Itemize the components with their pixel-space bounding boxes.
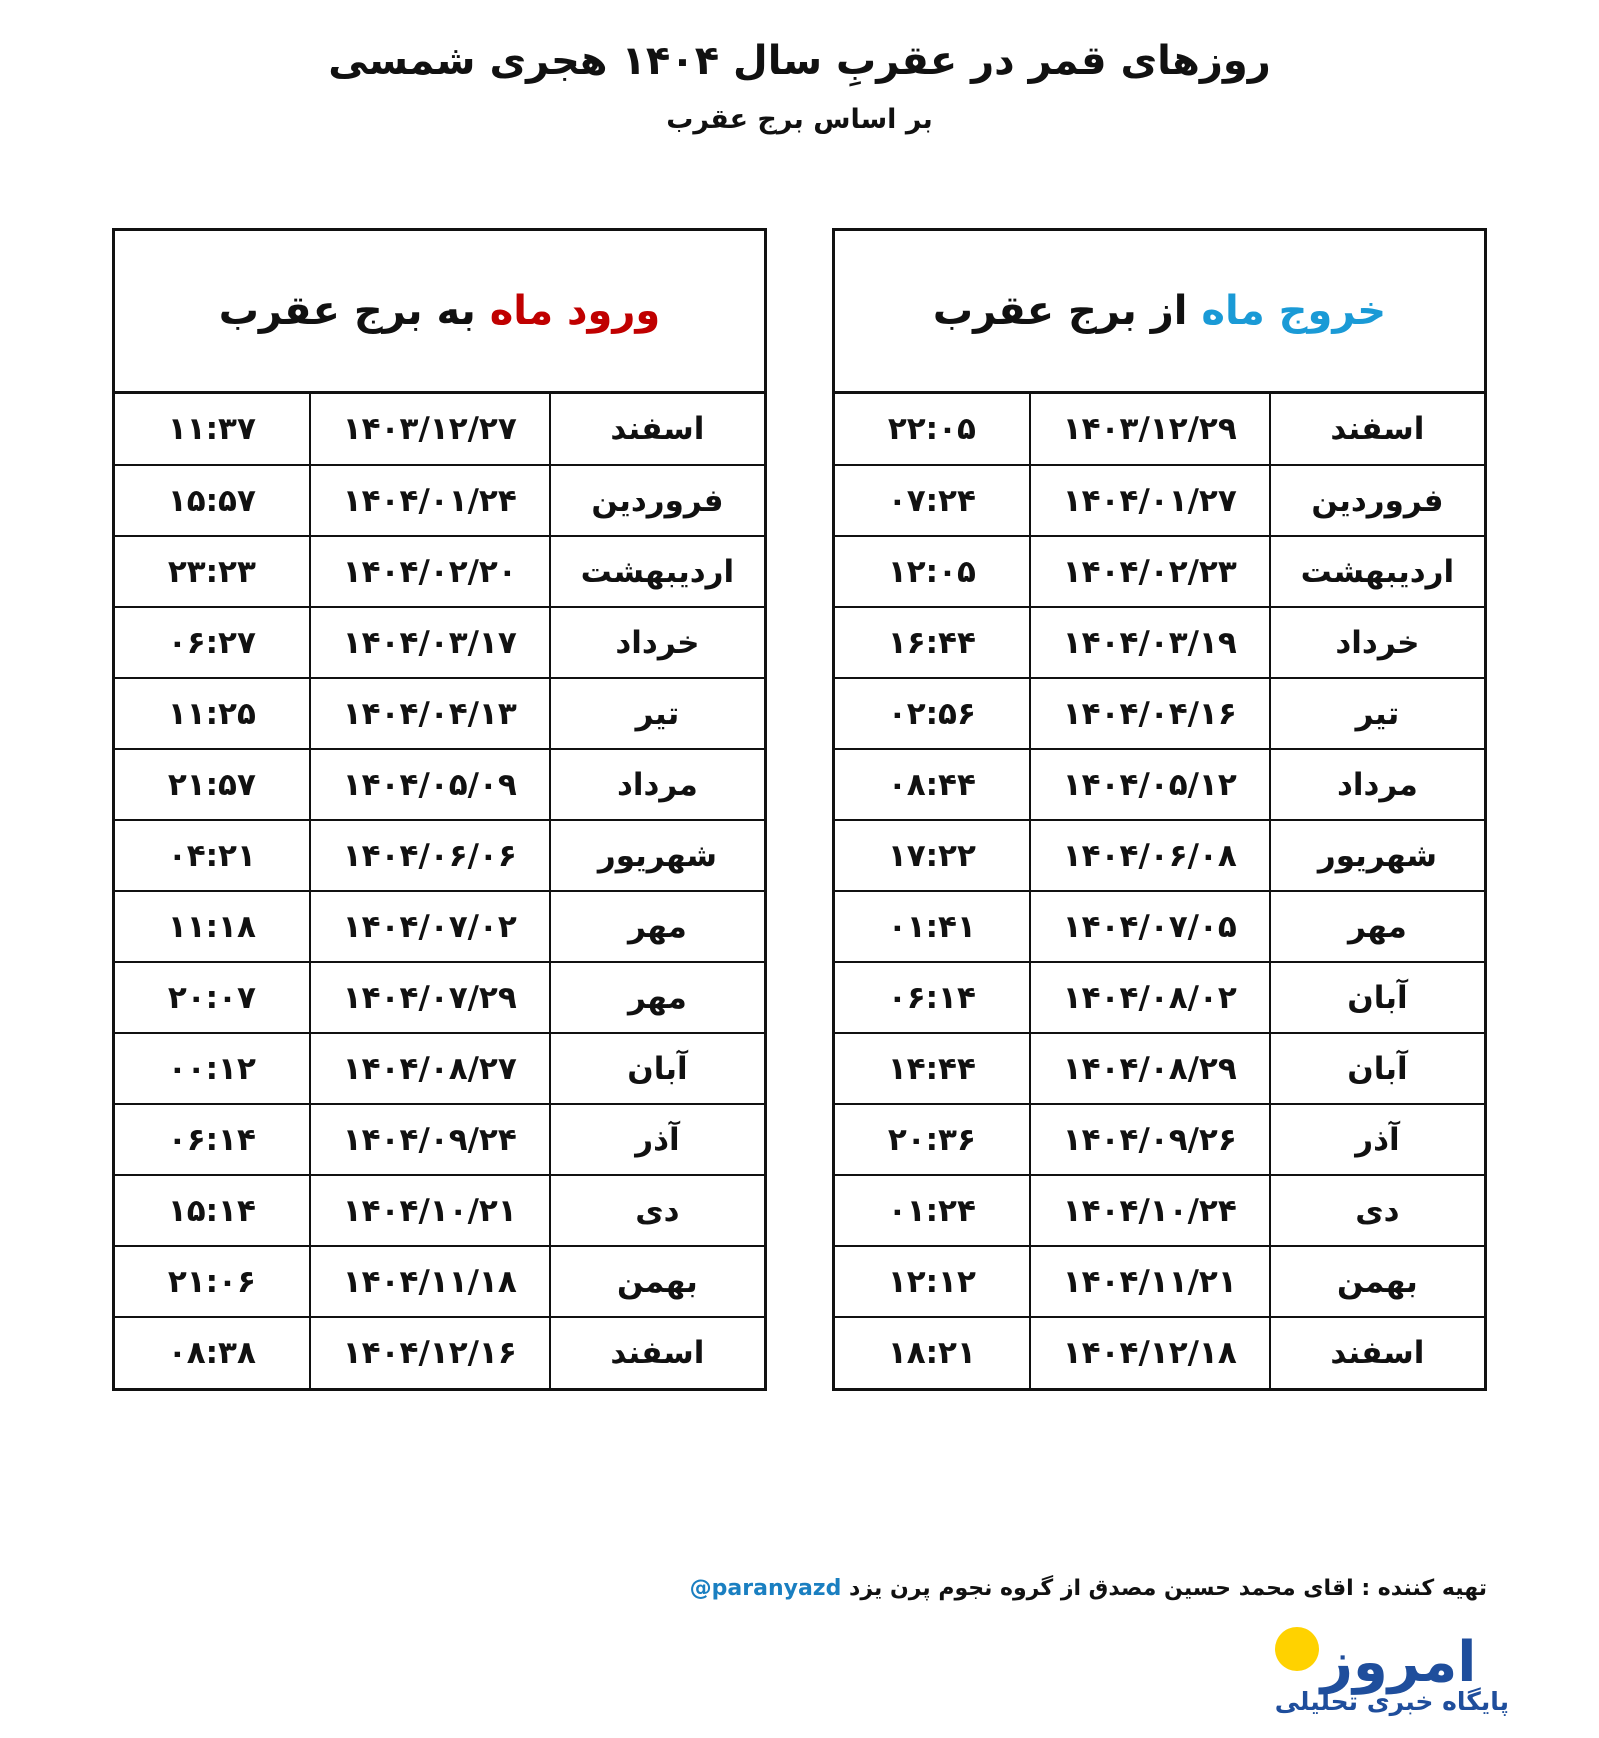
entry-date-cell: ۱۴۰۴/۰۴/۱۳ <box>310 678 550 749</box>
table-row <box>115 465 764 536</box>
entry-date-cell: ۱۴۰۴/۰۵/۰۹ <box>310 749 550 820</box>
entry-title-rest: به برج عقرب <box>218 288 490 334</box>
exit-month-cell: آبان <box>1270 1033 1484 1104</box>
entry-time-cell: ۱۱:۱۸ <box>115 891 310 962</box>
table-row <box>835 1246 1484 1317</box>
entry-time-cell: ۱۱:۲۵ <box>115 678 310 749</box>
table-row <box>115 962 764 1033</box>
table-row <box>115 1175 764 1246</box>
table-row <box>115 820 764 891</box>
entry-month-cell: اردیبهشت <box>550 536 764 607</box>
entry-date-cell: ۱۴۰۴/۰۷/۲۹ <box>310 962 550 1033</box>
exit-title-accent: خروج ماه <box>1201 288 1387 334</box>
entry-time-cell: ۲۰:۰۷ <box>115 962 310 1033</box>
entry-date-cell: ۱۴۰۴/۱۱/۱۸ <box>310 1246 550 1317</box>
entry-time-cell: ۱۵:۵۷ <box>115 465 310 536</box>
table-row <box>115 1246 764 1317</box>
credit-text <box>680 1576 1487 1601</box>
table-row <box>835 536 1484 607</box>
exit-date-cell: ۱۴۰۴/۰۱/۲۷ <box>1030 465 1270 536</box>
exit-time-cell: ۱۲:۱۲ <box>835 1246 1030 1317</box>
page-footer <box>0 1570 1599 1720</box>
entry-month-cell: اسفند <box>550 394 764 465</box>
entry-date-cell: ۱۴۰۳/۱۲/۲۷ <box>310 394 550 465</box>
table-row <box>115 607 764 678</box>
table-row <box>835 465 1484 536</box>
exit-date-cell: ۱۴۰۴/۰۴/۱۶ <box>1030 678 1270 749</box>
entry-date-cell: ۱۴۰۴/۰۸/۲۷ <box>310 1033 550 1104</box>
exit-month-cell: آذر <box>1270 1104 1484 1175</box>
entry-date-cell: ۱۴۰۴/۱۰/۲۱ <box>310 1175 550 1246</box>
table-row <box>115 1317 764 1388</box>
entry-time-cell: ۰۶:۲۷ <box>115 607 310 678</box>
entry-month-cell: بهمن <box>550 1246 764 1317</box>
exit-date-cell: ۱۴۰۴/۱۱/۲۱ <box>1030 1246 1270 1317</box>
entry-table-block <box>112 228 767 1391</box>
logo-wordmark: امروز <box>1320 1630 1477 1695</box>
exit-date-cell: ۱۴۰۴/۱۰/۲۴ <box>1030 1175 1270 1246</box>
table-row <box>115 536 764 607</box>
table-row <box>835 891 1484 962</box>
table-row <box>115 678 764 749</box>
exit-date-cell: ۱۴۰۴/۰۸/۰۲ <box>1030 962 1270 1033</box>
exit-date-cell: ۱۴۰۳/۱۲/۲۹ <box>1030 394 1270 465</box>
entry-date-cell: ۱۴۰۴/۰۲/۲۰ <box>310 536 550 607</box>
table-row <box>835 962 1484 1033</box>
exit-month-cell: خرداد <box>1270 607 1484 678</box>
table-row <box>835 394 1484 465</box>
social-handle[interactable]: @paranyazd <box>689 1576 842 1601</box>
entry-time-cell: ۲۱:۰۶ <box>115 1246 310 1317</box>
exit-time-cell: ۰۷:۲۴ <box>835 465 1030 536</box>
table-row <box>835 1104 1484 1175</box>
exit-date-cell: ۱۴۰۴/۰۳/۱۹ <box>1030 607 1270 678</box>
exit-table-block <box>832 228 1487 1391</box>
page-subtitle: بر اساس برج عقرب <box>666 104 933 135</box>
sun-icon <box>1275 1627 1319 1671</box>
exit-time-cell: ۰۲:۵۶ <box>835 678 1030 749</box>
exit-time-cell: ۲۲:۰۵ <box>835 394 1030 465</box>
entry-month-cell: آذر <box>550 1104 764 1175</box>
entry-date-cell: ۱۴۰۴/۱۲/۱۶ <box>310 1317 550 1388</box>
exit-month-cell: بهمن <box>1270 1246 1484 1317</box>
page-header <box>0 0 1599 135</box>
entry-time-cell: ۲۳:۲۳ <box>115 536 310 607</box>
exit-table <box>835 394 1484 1388</box>
exit-date-cell: ۱۴۰۴/۰۷/۰۵ <box>1030 891 1270 962</box>
exit-month-cell: اسفند <box>1270 1317 1484 1388</box>
table-row <box>115 394 764 465</box>
exit-month-cell: فروردین <box>1270 465 1484 536</box>
table-row <box>115 1104 764 1175</box>
exit-time-cell: ۱۴:۴۴ <box>835 1033 1030 1104</box>
entry-time-cell: ۰۶:۱۴ <box>115 1104 310 1175</box>
exit-time-cell: ۱۲:۰۵ <box>835 536 1030 607</box>
entry-date-cell: ۱۴۰۴/۰۱/۲۴ <box>310 465 550 536</box>
logo-tagline: پایگاه خبری تحلیلی <box>1274 1687 1509 1716</box>
entry-month-cell: مهر <box>550 962 764 1033</box>
entry-table-title <box>219 287 661 335</box>
entry-month-cell: تیر <box>550 678 764 749</box>
entry-title-accent: ورود ماه <box>489 288 661 334</box>
entry-table-header <box>115 231 764 394</box>
exit-month-cell: تیر <box>1270 678 1484 749</box>
entry-month-cell: دی <box>550 1175 764 1246</box>
entry-time-cell: ۲۱:۵۷ <box>115 749 310 820</box>
entry-date-cell: ۱۴۰۴/۰۳/۱۷ <box>310 607 550 678</box>
entry-date-cell: ۱۴۰۴/۰۹/۲۴ <box>310 1104 550 1175</box>
logo-row <box>1275 1630 1477 1695</box>
table-row <box>115 749 764 820</box>
site-logo[interactable] <box>1274 1630 1509 1716</box>
entry-month-cell: اسفند <box>550 1317 764 1388</box>
table-row <box>835 1033 1484 1104</box>
table-row <box>835 1175 1484 1246</box>
exit-month-cell: مرداد <box>1270 749 1484 820</box>
table-row <box>835 749 1484 820</box>
exit-time-cell: ۰۱:۴۱ <box>835 891 1030 962</box>
table-row <box>835 1317 1484 1388</box>
exit-time-cell: ۱۶:۴۴ <box>835 607 1030 678</box>
table-row <box>835 607 1484 678</box>
entry-time-cell: ۰۴:۲۱ <box>115 820 310 891</box>
entry-date-cell: ۱۴۰۴/۰۷/۰۲ <box>310 891 550 962</box>
exit-table-title <box>933 287 1386 335</box>
entry-time-cell: ۰۸:۳۸ <box>115 1317 310 1388</box>
entry-table <box>115 394 764 1388</box>
exit-time-cell: ۱۸:۲۱ <box>835 1317 1030 1388</box>
exit-date-cell: ۱۴۰۴/۰۹/۲۶ <box>1030 1104 1270 1175</box>
exit-time-cell: ۲۰:۳۶ <box>835 1104 1030 1175</box>
exit-month-cell: اسفند <box>1270 394 1484 465</box>
entry-month-cell: شهریور <box>550 820 764 891</box>
entry-month-cell: آبان <box>550 1033 764 1104</box>
entry-month-cell: خرداد <box>550 607 764 678</box>
exit-date-cell: ۱۴۰۴/۰۶/۰۸ <box>1030 820 1270 891</box>
exit-month-cell: دی <box>1270 1175 1484 1246</box>
tables-container <box>112 228 1487 1391</box>
entry-time-cell: ۱۱:۳۷ <box>115 394 310 465</box>
exit-table-header <box>835 231 1484 394</box>
exit-time-cell: ۱۷:۲۲ <box>835 820 1030 891</box>
exit-month-cell: مهر <box>1270 891 1484 962</box>
table-row <box>835 678 1484 749</box>
exit-time-cell: ۰۸:۴۴ <box>835 749 1030 820</box>
entry-month-cell: مهر <box>550 891 764 962</box>
exit-month-cell: آبان <box>1270 962 1484 1033</box>
entry-time-cell: ۱۵:۱۴ <box>115 1175 310 1246</box>
entry-date-cell: ۱۴۰۴/۰۶/۰۶ <box>310 820 550 891</box>
table-row <box>115 891 764 962</box>
exit-date-cell: ۱۴۰۴/۰۵/۱۲ <box>1030 749 1270 820</box>
exit-date-cell: ۱۴۰۴/۰۸/۲۹ <box>1030 1033 1270 1104</box>
entry-month-cell: مرداد <box>550 749 764 820</box>
table-row <box>835 820 1484 891</box>
entry-time-cell: ۰۰:۱۲ <box>115 1033 310 1104</box>
table-row <box>115 1033 764 1104</box>
exit-title-rest: از برج عقرب <box>932 288 1202 334</box>
page-title: روزهای قمر در عقربِ سال ۱۴۰۴ هجری شمسی <box>328 38 1271 84</box>
exit-date-cell: ۱۴۰۴/۱۲/۱۸ <box>1030 1317 1270 1388</box>
exit-date-cell: ۱۴۰۴/۰۲/۲۳ <box>1030 536 1270 607</box>
exit-time-cell: ۰۱:۲۴ <box>835 1175 1030 1246</box>
credit-label: تهیه کننده : اقای محمد حسین مصدق از گروه نجوم پرن یزد <box>849 1576 1487 1601</box>
exit-month-cell: اردیبهشت <box>1270 536 1484 607</box>
exit-time-cell: ۰۶:۱۴ <box>835 962 1030 1033</box>
exit-month-cell: شهریور <box>1270 820 1484 891</box>
entry-month-cell: فروردین <box>550 465 764 536</box>
